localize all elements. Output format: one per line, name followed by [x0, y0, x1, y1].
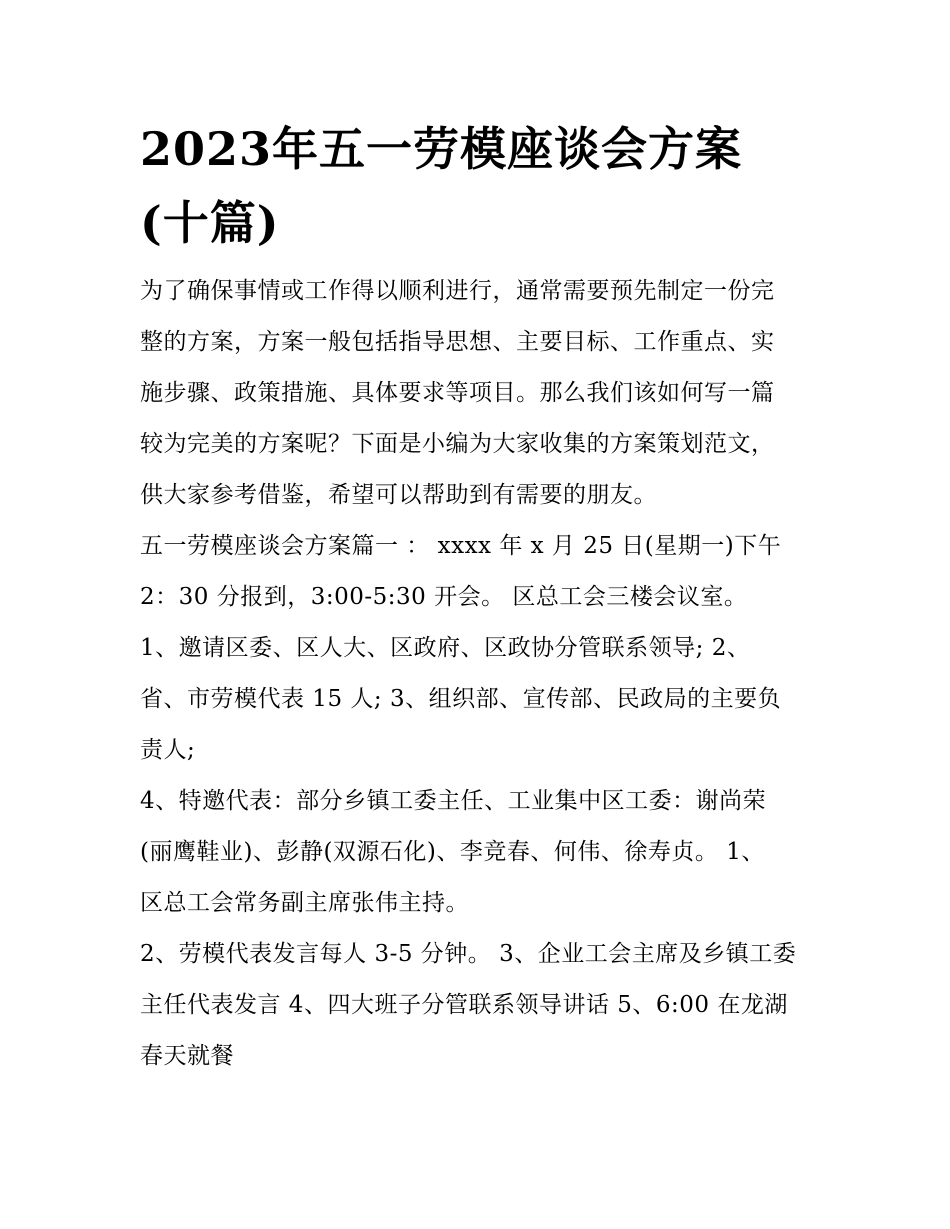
- document-body: [140, 112, 820, 1082]
- title-line-1: 2023年五一劳模座谈会方案: [140, 122, 743, 176]
- text-line: 2：30 分报到，3:00-5:30 开会。 区总工会三楼会议室。: [140, 584, 748, 610]
- text-line: 区总工会常务副主席张伟主持。: [140, 890, 469, 916]
- text-line: 责人;: [140, 737, 196, 763]
- agenda-paragraph: [140, 929, 820, 1082]
- text-line: 4、特邀代表：部分乡镇工委主任、工业集中区工委：谢尚荣: [140, 788, 767, 814]
- text-line: 施步骤、政策措施、具体要求等项目。那么我们该如何写一篇: [140, 380, 775, 406]
- text-line: 春天就餐: [140, 1043, 234, 1069]
- text-line: 为了确保事情或工作得以顺利进行，通常需要预先制定一份完: [140, 278, 775, 304]
- special-guests-paragraph: [140, 776, 820, 929]
- text-line: 2、劳模代表发言每人 3-5 分钟。 3、企业工会主席及乡镇工委: [140, 941, 797, 967]
- text-line: 省、市劳模代表 15 人; 3、组织部、宣传部、民政局的主要负: [140, 686, 782, 712]
- intro-paragraph: [140, 266, 820, 521]
- text-line: 整的方案，方案一般包括指导思想、主要目标、工作重点、实: [140, 329, 775, 355]
- text-line: (丽鹰鞋业)、彭静(双源石化)、李竞春、何伟、徐寿贞。 1、: [140, 839, 765, 865]
- document-title: [140, 112, 820, 260]
- time-location-paragraph: [140, 521, 820, 623]
- title-line-2: (十篇): [140, 196, 280, 250]
- text-line: 主任代表发言 4、四大班子分管联系领导讲话 5、6:00 在龙湖: [140, 992, 788, 1018]
- attendees-paragraph: [140, 623, 820, 776]
- text-line: 1、邀请区委、区人大、区政府、区政协分管联系领导; 2、: [140, 635, 751, 661]
- text-line: 五一劳模座谈会方案篇一 ： xxxx 年 x 月 25 日(星期一)下午: [140, 533, 782, 559]
- text-line: 供大家参考借鉴，希望可以帮助到有需要的朋友。: [140, 482, 657, 508]
- text-line: 较为完美的方案呢？下面是小编为大家收集的方案策划范文，: [140, 431, 775, 457]
